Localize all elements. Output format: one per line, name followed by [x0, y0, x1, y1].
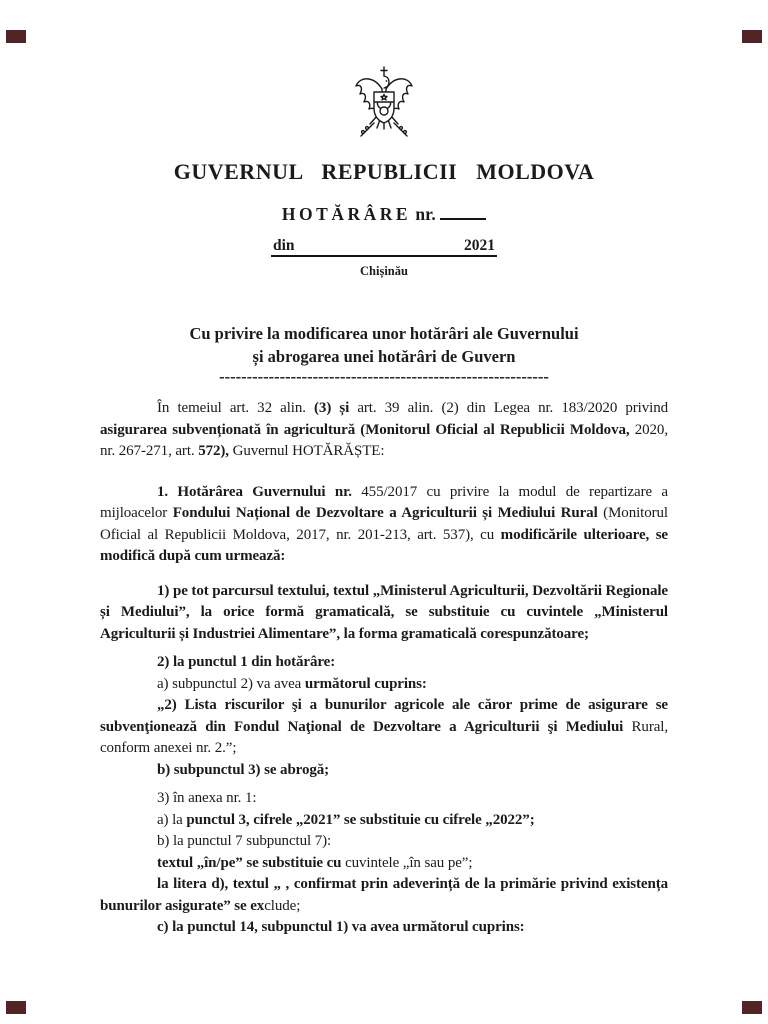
text-run: „2) Lista riscurilor şi a bunurilor agricole ale căror prime de asigurare se subvenţionează din Fondul Naţional de Dezvoltare a Agriculturii şi Mediului: [100, 697, 668, 735]
text-run: 2020, nr. 267-271, art.: [100, 421, 668, 459]
document-title-line1: Cu privire la modificarea unor hotărâri ale Guvernului: [189, 324, 579, 343]
corner-mark: [742, 1001, 762, 1014]
text-run: 1) pe tot parcursul textului, textul „Ministerul Agriculturii, Dezvoltării Regionale și Mediului”, la orice formă gramaticală, se substituie cu cuvintele „Ministerul Agriculturii și Industriei Alimentare”, la forma gramaticală corespunzătoare;: [100, 582, 668, 642]
paragraph-subpoint-3b: [100, 831, 668, 853]
paragraph-subpoint-3a: [100, 810, 668, 832]
government-title: GUVERNUL REPUBLICII MOLDOVA: [173, 159, 595, 184]
text-run: Fondului Național de Dezvoltare a Agriculturii și Mediului Rural: [172, 505, 598, 521]
text-run: (3) și: [314, 400, 350, 416]
paragraph-point-1: [100, 482, 668, 568]
paragraph-subpoint-3c: [100, 917, 668, 939]
title-divider: ------------------------------------------------------------: [219, 367, 549, 386]
text-run: 3) în anexa nr. 1:: [157, 790, 257, 806]
text-run: punctul 3, cifrele „2021” se substituie cu cifrele „2022”;: [186, 811, 535, 828]
paragraph-subpoint-3: [100, 788, 668, 810]
corner-mark: [6, 30, 26, 43]
text-run: b) la punctul 7 subpunctul 7):: [157, 833, 332, 849]
decision-heading: [0, 204, 768, 224]
text-run: b) subpunctul 3) se abrogă;: [157, 761, 330, 778]
text-run: 1. Hotărârea Guvernului nr.: [157, 483, 352, 500]
date-line: [271, 237, 497, 257]
paragraph-subpoint-1: [100, 581, 668, 646]
text-run: următorul cuprins:: [304, 675, 427, 692]
text-run: (Monitorul Oficial al Republicii Moldova, 2017, nr. 201-213, art. 537), cu: [100, 505, 669, 543]
text-run: la litera d), textul „ , confirmat prin adeverință de la primărie privind existența bunurilor asigurate” se ex: [100, 876, 668, 914]
text-run: Guvernul HOTĂRĂȘTE:: [228, 443, 385, 459]
text-run: asigurarea subvenționată în agricultură (Monitorul Oficial al Republicii Moldova,: [100, 421, 635, 438]
text-run: a) subpunctul 2) va avea: [157, 675, 305, 692]
text-run: Rural, conform anexei nr. 2.”;: [100, 718, 668, 756]
paragraph-preamble: [100, 398, 668, 463]
city-label: Chișinău: [360, 264, 408, 278]
moldova-coat-of-arms-icon: [352, 66, 416, 146]
paragraph-subpoint-2-quote: [100, 695, 668, 760]
text-run: modificările ulterioare, se modifică după cum urmează:: [100, 526, 668, 564]
text-run: clude;: [264, 897, 301, 914]
text-run: textul „în/pe” se substituie cu: [157, 854, 346, 871]
document-title-line2: și abrogarea unei hotărâri de Guvern: [252, 347, 516, 366]
paragraph-subpoint-2b: [100, 760, 668, 782]
text-run: art. 39 alin. (2) din Legea nr. 183/2020 privind: [349, 400, 668, 416]
date-prefix: din: [273, 237, 295, 254]
text-run: 2) la punctul 1 din hotărâre:: [157, 654, 336, 670]
decision-number-blank: [440, 216, 486, 220]
paragraph-subpoint-3-litera-d: [100, 874, 668, 917]
text-run: 572),: [198, 443, 229, 459]
text-run: c) la punctul 14, subpunctul 1) va avea următorul cuprins:: [157, 919, 525, 935]
paragraph-subpoint-2a: [100, 674, 668, 696]
text-run: cuvintele „în sau pe”;: [345, 854, 473, 871]
text-run: 455/2017 cu privire la modul de repartizare a mijloacelor: [100, 483, 668, 521]
text-run: În temeiul art. 32 alin.: [157, 400, 315, 416]
corner-mark: [742, 30, 762, 43]
corner-mark: [6, 1001, 26, 1014]
document-body: [100, 398, 668, 939]
paragraph-subpoint-2: [100, 652, 668, 674]
document-title: [0, 322, 768, 368]
paragraph-subpoint-3b-text: [100, 853, 668, 875]
date-year: 2021: [464, 237, 495, 254]
text-run: a) la: [157, 811, 187, 828]
decision-word: HOTĂRÂRE: [281, 204, 412, 224]
decision-nr: nr.: [415, 204, 436, 224]
